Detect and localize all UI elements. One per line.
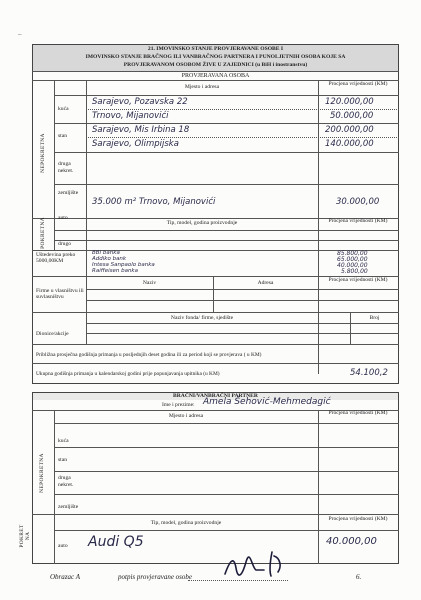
movable-col-value: Procjena vrijednosti (KM): [328, 218, 388, 224]
shares-label: Dionice/akcije: [36, 331, 69, 337]
section-2-title: BRAČNI/VANBRAČNI PARTNER: [173, 393, 258, 399]
section-1-title: PROVJERAVANA OSOBA: [181, 73, 250, 79]
shares-col-count: Broj: [369, 315, 380, 321]
row-label-house: kuća: [58, 106, 69, 112]
partner-name-value: Amela Šehović-Mehmedagić: [203, 397, 331, 407]
header-number: 21. IMOVINSKO STANJE PROVJERAVANE OSOBE I: [147, 46, 284, 52]
savings-bank-2: Addiko bank: [92, 256, 127, 262]
col-location: Mjesto i adresa: [184, 84, 220, 90]
partner-row-other-property: druga nekret.: [58, 475, 74, 488]
partner-immovable-side-label: NEPOKRETNA: [39, 453, 45, 493]
footer-form: Obrazac A: [50, 573, 81, 581]
house-2-address: Trnovo, Mijanovići: [92, 111, 169, 121]
movable-side-label: POKRETNA: [40, 217, 46, 249]
savings-bank-1: BBI banka: [92, 250, 120, 256]
flat-2-address: Sarajevo, Olimpijska: [92, 139, 179, 149]
header-line2: IMOVINSKO STANJE BRAČNOG ILI VANBRAČNOG PARTNERA I PUNOLJETNIH OSOBA KOJE SA: [85, 54, 346, 60]
partner-row-land: zemljište: [58, 504, 79, 510]
partner-row-house: kuća: [58, 438, 69, 444]
savings-bank-4: Raiffeisen banka: [92, 268, 138, 274]
partner-movable-side-label: POKRET NA: [19, 524, 31, 548]
row-label-other-property: druga nekret.: [58, 161, 74, 174]
footer-page-number: 6.: [356, 573, 362, 581]
firms-col-value: Procjena vrijednosti (KM): [328, 277, 388, 283]
savings-value-3: 40.000,00: [337, 262, 368, 269]
row-label-car: auto: [58, 215, 68, 221]
partner-col-location: Mjesto i adresa: [168, 413, 204, 419]
header-line3: PROVJERAVANOM OSOBOM ŽIVE U ZAJEDNICI (u BiH i inostranstvu): [123, 62, 308, 68]
income-year-label: Ukupna godišnja primanja u kalendarskoj godini prije popunjavanja upitnika (u KM): [36, 371, 220, 377]
partner-car-value: 40.000,00: [326, 536, 377, 547]
margin-mark: –: [18, 30, 22, 38]
house-1-address: Sarajevo, Pozavska 22: [92, 97, 188, 107]
savings-value-4: 5.800,00: [341, 268, 368, 275]
partner-name-label: Ime i prezime:: [162, 402, 195, 408]
row-label-land: zemljište: [58, 190, 79, 196]
partner-row-flat: stan: [58, 457, 68, 463]
footer-sign-label: potpis provjeravane osobe: [118, 573, 193, 581]
flat-1-value: 200.000,00: [325, 125, 374, 135]
savings-bank-3: Intesa Sanpaolo banka: [92, 262, 155, 268]
firms-col-address: Adresa: [257, 280, 274, 286]
partner-movable-col-value: Procjena vrijednosti (KM): [328, 516, 388, 522]
partner-movable-col-type: Tip, model, godina proizvodnje: [150, 520, 222, 526]
income-average-label: Približna prosječna godišnja primanja u posljednjih deset godina ili za period koji se provjerava ( u KM): [36, 352, 262, 358]
land-address: 35.000 m² Trnovo, Mijanovići: [92, 197, 216, 207]
partner-car-text: Audi Q5: [88, 534, 144, 550]
savings-label: Uštedevina preko 5000,00KM: [36, 252, 76, 265]
house-1-value: 120.000,00: [325, 97, 374, 107]
firms-col-name: Naziv: [142, 280, 157, 286]
savings-value-1: 85.800,00: [337, 250, 368, 257]
immovable-side-label: NEPOKRETNA: [40, 133, 46, 173]
flat-2-value: 140.000,00: [325, 139, 374, 149]
partner-row-car: auto: [58, 543, 68, 549]
shares-col-fund: Naziv fonda/ firme, sjedište: [170, 315, 234, 321]
row-label-flat: stan: [58, 133, 68, 139]
movable-col-type: Tip, model, godina proizvodnje: [166, 220, 238, 226]
signature-mark: [222, 546, 302, 580]
house-2-value: 50.000,00: [330, 111, 374, 121]
row-label-other-movable: drugo: [58, 241, 72, 247]
income-year-value: 54.100,2: [350, 368, 388, 378]
savings-value-2: 65.000,00: [337, 256, 368, 263]
land-value: 30.000,00: [336, 197, 380, 207]
firms-label: Firme u vlasništvu ili suvlasništvu: [36, 288, 84, 301]
col-value: Procjena vrijednosti (KM): [328, 81, 388, 87]
partner-col-value: Procjena vrijednosti (KM): [328, 410, 388, 416]
flat-1-address: Sarajevo, Mis Irbina 18: [92, 125, 190, 135]
